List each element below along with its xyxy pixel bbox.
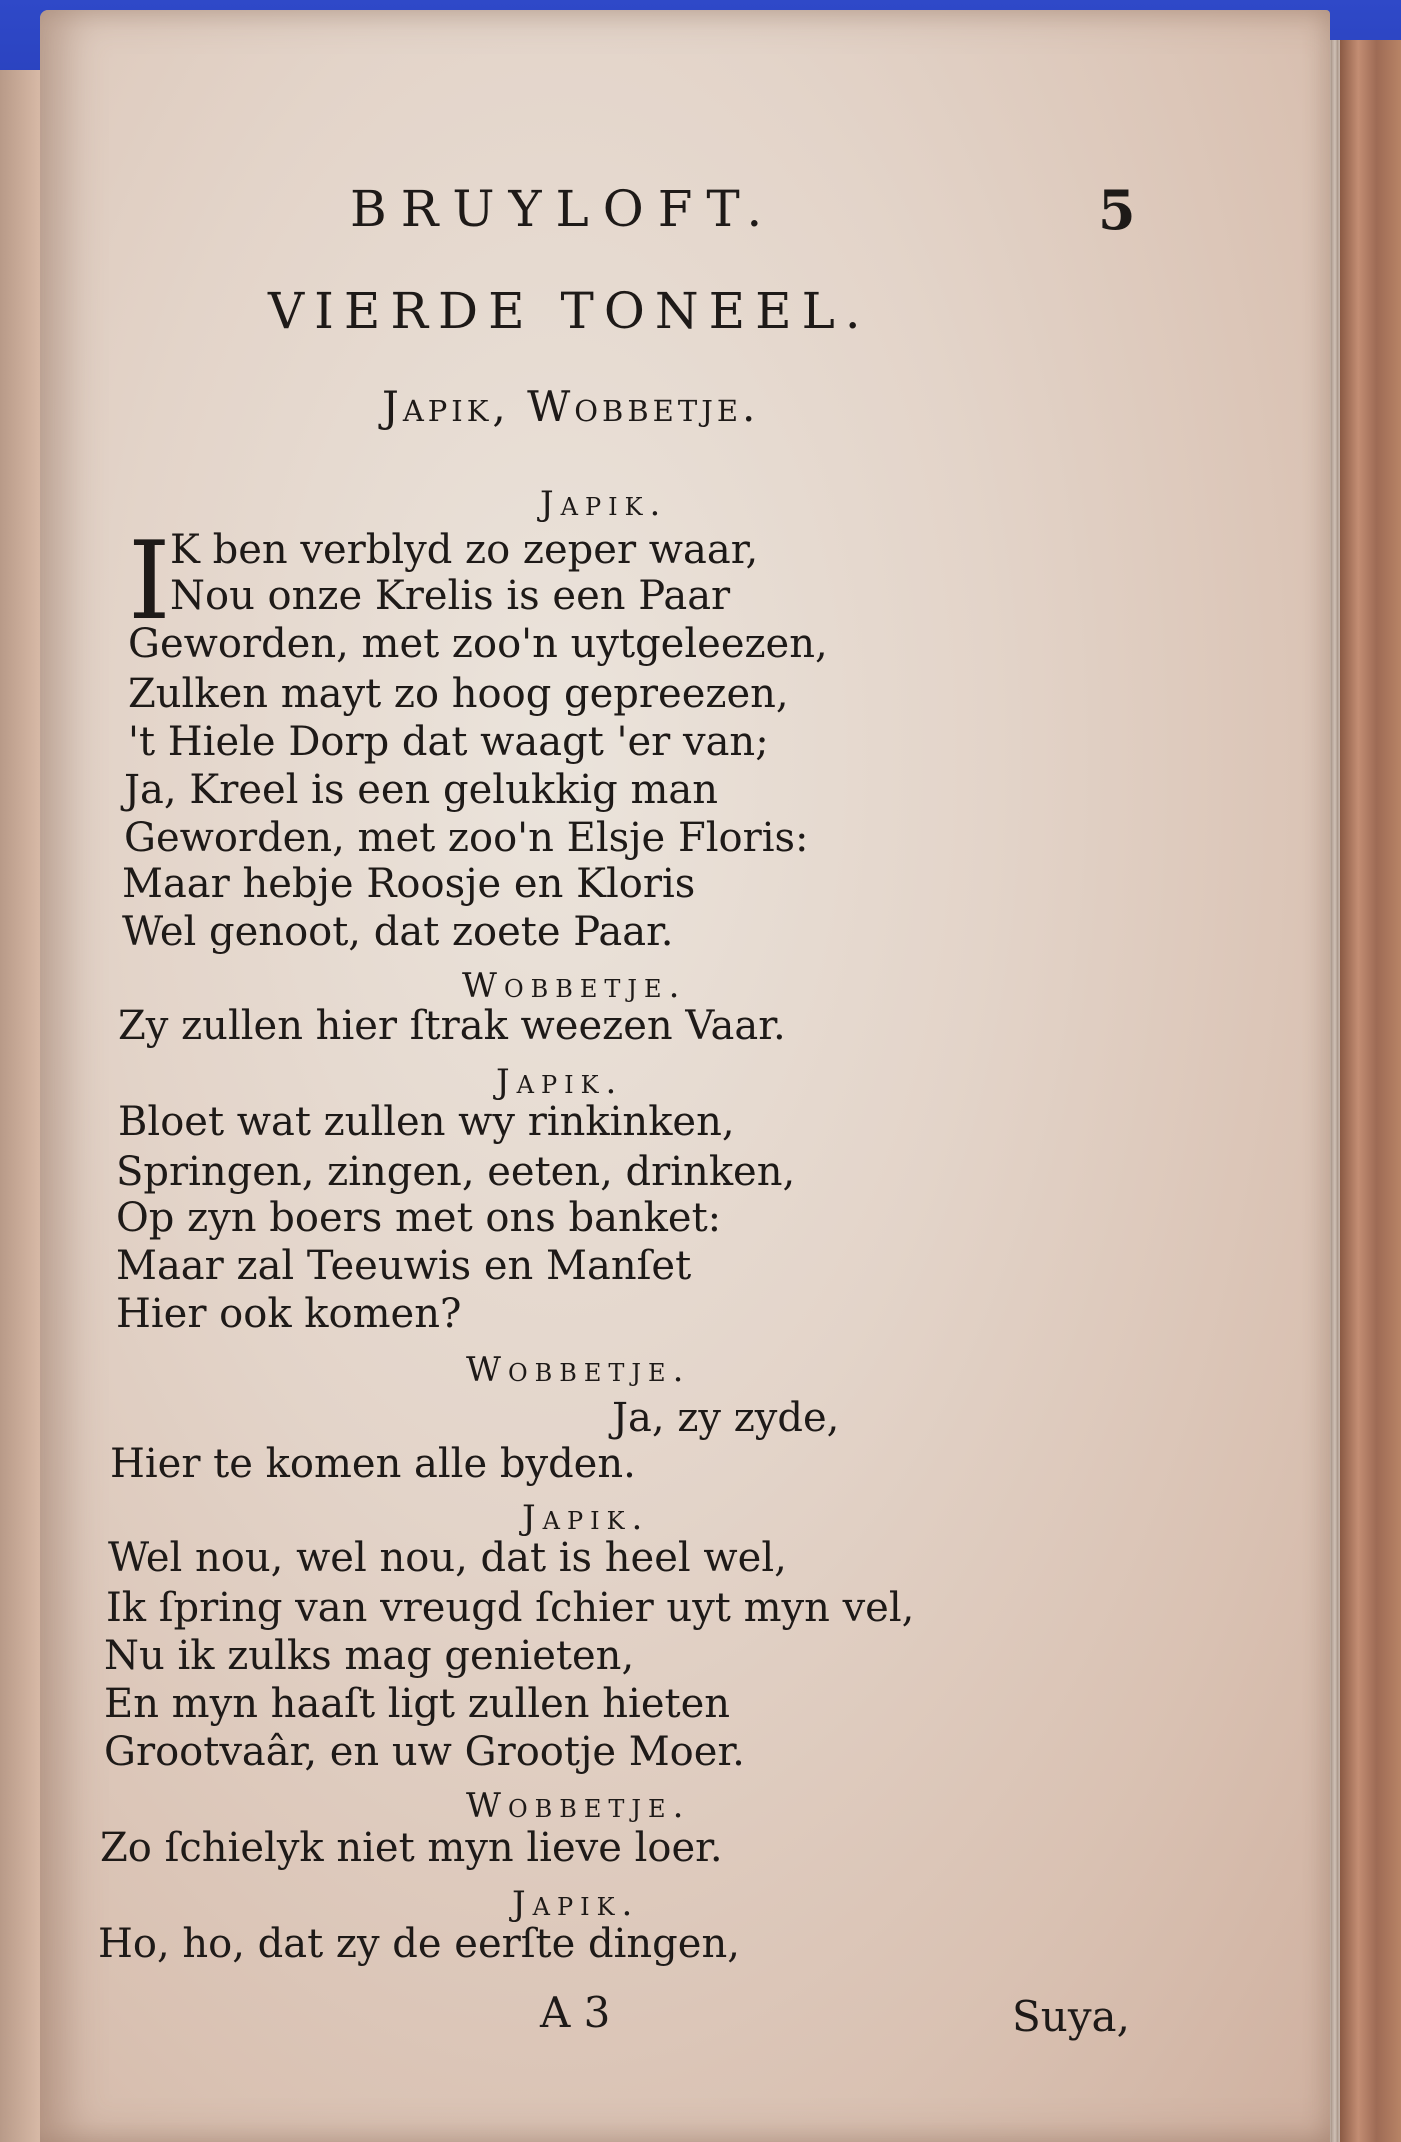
speaker-label: Wobbetje.: [466, 1786, 691, 1826]
speaker-label: Japik.: [512, 1884, 640, 1924]
verse-line: Zy zullen hier ſtrak weezen Vaar.: [118, 1003, 786, 1049]
verse-line: Nou onze Krelis is een Paar: [170, 573, 731, 619]
verse-line: Op zyn boers met ons banket:: [116, 1195, 722, 1241]
verse-line: Springen, zingen, eeten, drinken,: [116, 1149, 796, 1195]
verse-line: 't Hiele Dorp dat waagt 'er van;: [128, 719, 769, 765]
page-number: 5: [1098, 178, 1136, 242]
verse-line: Hier ook komen?: [116, 1291, 462, 1337]
verse-line: Zo ſchielyk niet myn lieve loer.: [100, 1825, 723, 1871]
speaker-label: Wobbetje.: [462, 966, 687, 1006]
running-head: BRUYLOFT.: [350, 180, 777, 238]
verse-line: Bloet wat zullen wy rinkinken,: [118, 1099, 735, 1145]
verse-line: Ja, Kreel is een gelukkig man: [124, 767, 718, 813]
marbled-cover: [1340, 40, 1401, 2142]
verse-line: Nu ik zulks mag genieten,: [104, 1633, 635, 1679]
verse-line: Ho, ho, dat zy de eerſte dingen,: [98, 1921, 740, 1967]
verse-line: Ik ſpring van vreugd ſchier uyt myn vel,: [106, 1585, 915, 1631]
verse-line: Geworden, met zoo'n Elsje Floris:: [124, 815, 809, 861]
verse-line: Grootvaâr, en uw Grootje Moer.: [104, 1729, 745, 1775]
catchword: Suya,: [1012, 1992, 1130, 2041]
verse-line: Hier te komen alle byden.: [110, 1441, 636, 1487]
speaker-label: Japik.: [496, 1062, 624, 1102]
speaker-label: Japik.: [522, 1498, 650, 1538]
verse-line: Geworden, met zoo'n uytgeleezen,: [128, 621, 828, 667]
verse-line: Maar hebje Roosje en Kloris: [122, 861, 696, 907]
scene-cast: Japik, Wobbetje.: [382, 382, 760, 431]
scene-title: VIERDE TONEEL.: [268, 282, 871, 340]
verse-line: Wel genoot, dat zoete Paar.: [122, 909, 674, 955]
verse-line: K ben verblyd zo zeper waar,: [170, 527, 759, 573]
verse-line: Wel nou, wel nou, dat is heel wel,: [108, 1535, 787, 1581]
speaker-label: Japik.: [540, 484, 668, 524]
verse-line: En myn haaſt ligt zullen hieten: [104, 1681, 731, 1727]
speaker-label: Wobbetje.: [466, 1350, 691, 1390]
signature-mark: A 3: [540, 1988, 611, 2037]
verse-line: Maar zal Teeuwis en Manſet: [116, 1243, 692, 1289]
drop-capital: I: [128, 519, 171, 644]
verse-line: Ja, zy zyde,: [612, 1395, 840, 1441]
verse-line: Zulken mayt zo hoog gepreezen,: [128, 671, 789, 717]
